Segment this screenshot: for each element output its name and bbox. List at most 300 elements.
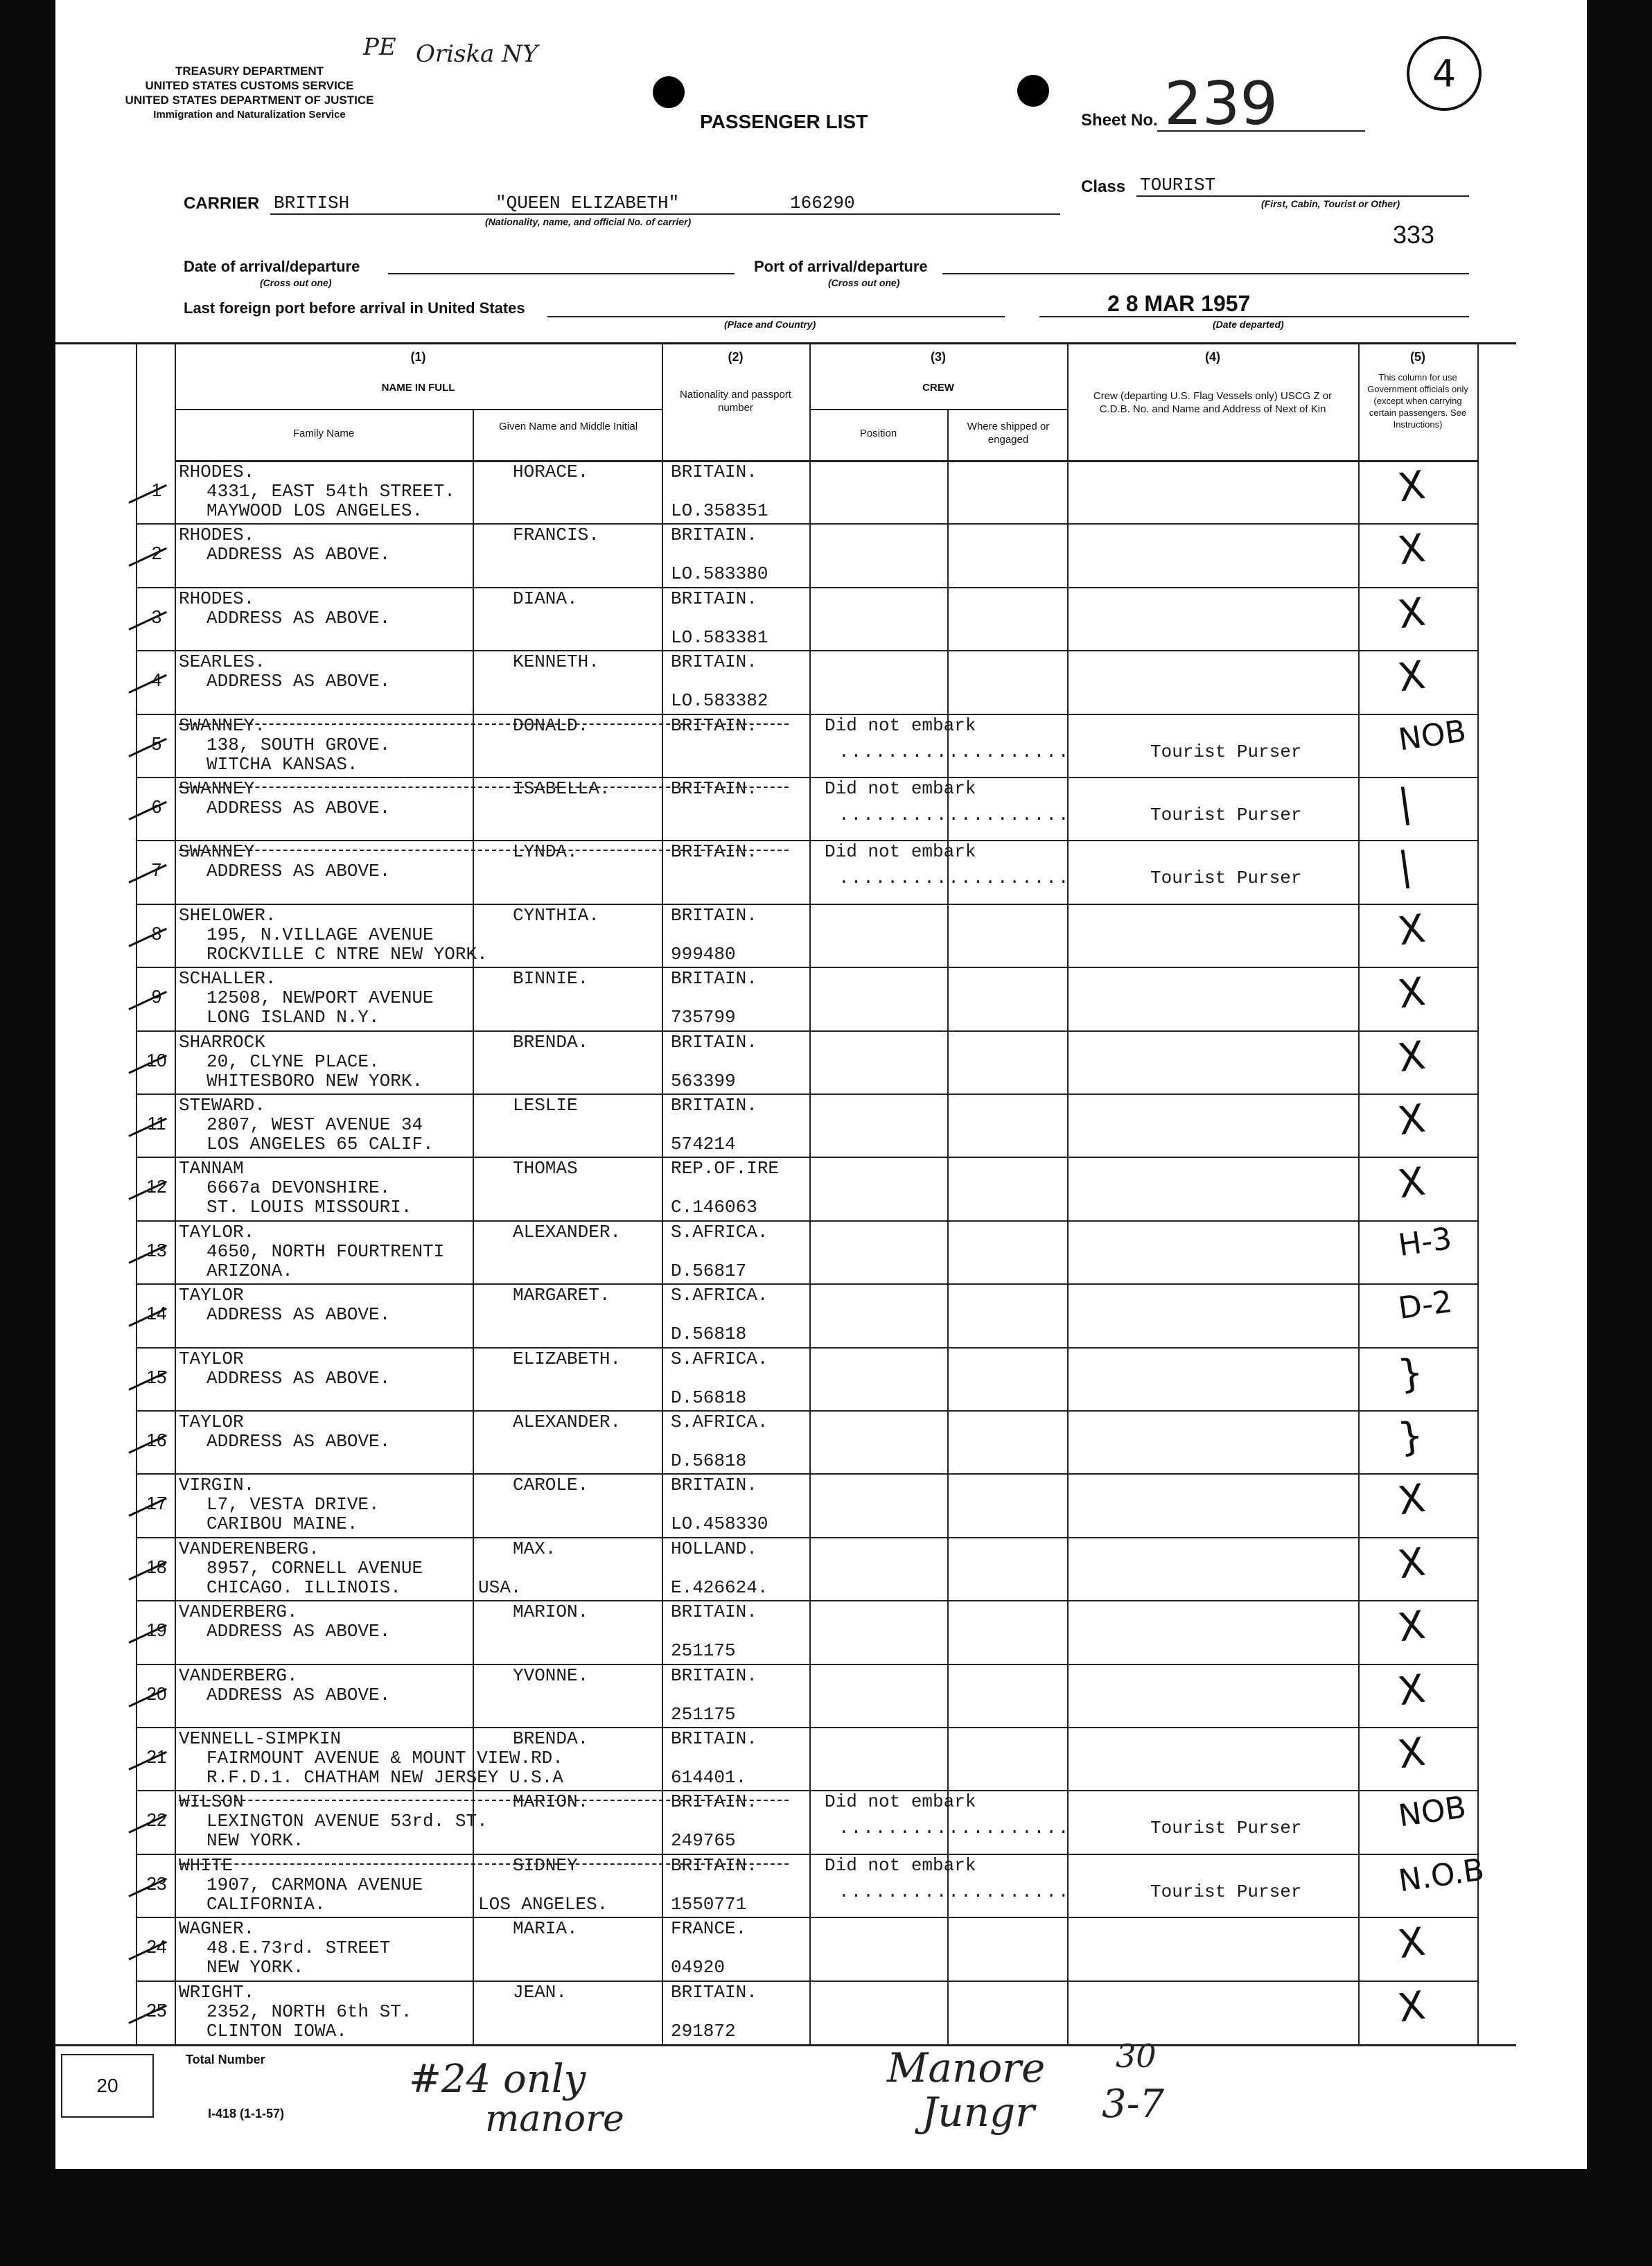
table-header-bottom [175, 460, 1477, 462]
last-port-underline [547, 316, 1005, 317]
address-line: 8957, CORNELL AVENUE [206, 1557, 423, 1579]
stamp-number: 333 [1393, 220, 1435, 249]
passport-number: C.146063 [671, 1197, 757, 1218]
given-name: CYNTHIA. [513, 904, 599, 926]
passport-number: LO.358351 [671, 500, 768, 521]
official-mark: NOB [1396, 713, 1468, 758]
col1-given: Given Name and Middle Initial [498, 421, 638, 432]
crew-role: Tourist Purser [1150, 868, 1302, 889]
nationality: BRITAIN. [671, 1031, 757, 1053]
sheet-label: Sheet No. [1081, 111, 1158, 130]
crew-role: Tourist Purser [1150, 1881, 1302, 1902]
strikethrough-line [179, 787, 789, 788]
nationality: BRITAIN. [671, 841, 757, 863]
given-name: ISABELLA. [513, 778, 610, 799]
passport-number: LO.583381 [671, 626, 768, 648]
table-line [1477, 342, 1479, 2044]
crew-role: Tourist Purser [1150, 805, 1302, 825]
row-separator [136, 1347, 1477, 1349]
address-line: ADDRESS AS ABOVE. [206, 544, 391, 565]
strikethrough-line [179, 850, 789, 851]
extra-text: LOS ANGELES. [478, 1893, 608, 1915]
row-separator [136, 1473, 1477, 1475]
official-mark: X [1395, 1476, 1428, 1525]
nationality: BRITAIN. [671, 904, 757, 926]
row-number: 2 [151, 543, 162, 564]
family-name: TANNAM [179, 1158, 244, 1179]
row-number: 3 [151, 606, 162, 627]
nationality: BRITAIN. [671, 651, 757, 673]
punch-hole-right [1017, 75, 1049, 107]
col3-where: Where shipped or engaged [967, 421, 1050, 446]
nationality: BRITAIN. [671, 968, 757, 990]
class-underline [1136, 195, 1469, 197]
handwritten-note: 3-7 [1102, 2082, 1165, 2127]
official-mark: } [1395, 1412, 1426, 1461]
address-line: LEXINGTON AVENUE 53rd. ST. [206, 1811, 488, 1832]
passport-number: 563399 [671, 1070, 736, 1091]
address-line: CHICAGO. ILLINOIS. [206, 1576, 401, 1598]
family-name: VANDERBERG. [179, 1665, 298, 1686]
agency-line: UNITED STATES DEPARTMENT OF JUSTICE [125, 94, 374, 107]
carrier-name: "QUEEN ELIZABETH" [495, 193, 680, 213]
carrier-nationality: BRITISH [274, 193, 350, 213]
passport-number: LO.583382 [671, 690, 768, 712]
official-mark: X [1395, 1602, 1428, 1651]
given-name: HORACE. [513, 462, 589, 482]
date-departed: 2 8 MAR 1957 [1107, 291, 1251, 316]
address-line: FAIRMOUNT AVENUE & MOUNT VIEW.RD. [206, 1748, 563, 1768]
given-name: YVONNE. [513, 1665, 589, 1686]
extra-text: USA. [478, 1576, 522, 1598]
official-mark: X [1395, 906, 1428, 955]
dotted-leader: ................... [838, 741, 1071, 762]
address-line: LONG ISLAND N.Y. [206, 1007, 380, 1028]
crew-role: Tourist Purser [1150, 741, 1302, 762]
carrier-label: CARRIER [184, 194, 260, 213]
nationality: BRITAIN. [671, 1475, 757, 1496]
col3-title: CREW [922, 382, 954, 394]
dotted-leader: ................... [838, 1818, 1071, 1839]
row-number: 12 [146, 1176, 167, 1197]
nationality: BRITAIN. [671, 1981, 757, 2003]
col3-number: (3) [931, 350, 946, 364]
nationality: S.AFRICA. [671, 1348, 768, 1369]
nationality: BRITAIN. [671, 462, 757, 482]
row-number: 20 [146, 1683, 167, 1704]
given-name: ALEXANDER. [513, 1221, 622, 1242]
official-mark: X [1395, 1729, 1428, 1778]
nationality: BRITAIN. [671, 1095, 757, 1116]
address-line: NEW YORK. [206, 1830, 304, 1852]
row-separator [136, 1537, 1477, 1538]
given-name: MARGARET. [513, 1285, 610, 1306]
col3-position: Position [859, 428, 897, 439]
dotted-leader: ................... [838, 868, 1071, 889]
dotted-leader: ................... [838, 805, 1071, 825]
total-number-box: 20 [61, 2054, 154, 2118]
passport-number: 249765 [671, 1830, 736, 1852]
carrier-number: 166290 [790, 193, 855, 213]
row-separator [136, 1410, 1477, 1412]
official-mark: X [1395, 1666, 1428, 1714]
address-line: NEW YORK. [206, 1957, 304, 1978]
row-number: 16 [146, 1430, 167, 1450]
given-name: CAROLE. [513, 1475, 589, 1496]
table-top-border [55, 342, 1516, 344]
nationality: S.AFRICA. [671, 1221, 768, 1242]
row-separator [136, 840, 1477, 841]
sheet-number: 239 [1164, 69, 1278, 139]
table-line [809, 342, 811, 2044]
table-line [809, 409, 1067, 410]
given-name: MAX. [513, 1538, 556, 1559]
crew-note: Did not embark [825, 714, 976, 736]
class-caption: (First, Cabin, Tourist or Other) [1261, 198, 1400, 209]
agency-line: UNITED STATES CUSTOMS SERVICE [145, 79, 354, 92]
row-separator [136, 777, 1477, 778]
address-line: 12508, NEWPORT AVENUE [206, 987, 434, 1009]
col5-title: This column for use Government officials only (except when carrying certain passengers. See Instructions) [1367, 372, 1468, 430]
crew-role: Tourist Purser [1150, 1818, 1302, 1839]
handwritten-location: Oriska NY [416, 40, 538, 68]
family-name: TAYLOR [179, 1348, 244, 1369]
nationality: BRITAIN. [671, 778, 757, 799]
family-name: SHARROCK [179, 1031, 265, 1053]
address-line: 6667a DEVONSHIRE. [206, 1177, 391, 1199]
row-number: 6 [151, 796, 162, 817]
row-separator [136, 650, 1477, 651]
given-name: THOMAS [513, 1158, 578, 1179]
official-mark: N.O.B [1396, 1852, 1486, 1899]
crew-note: Did not embark [825, 778, 976, 799]
row-number: 14 [146, 1303, 167, 1324]
address-line: 2807, WEST AVENUE 34 [206, 1114, 423, 1135]
col4-number: (4) [1205, 350, 1220, 364]
nationality: BRITAIN. [671, 1728, 757, 1749]
scan-edge-bottom [0, 2169, 1652, 2266]
crew-note: Did not embark [825, 841, 976, 863]
address-line: CARIBOU MAINE. [206, 1513, 358, 1535]
table-line [662, 342, 663, 2044]
row-number: 4 [151, 669, 162, 691]
col2-title: Nationality and passport number [680, 389, 791, 414]
row-separator [136, 1220, 1477, 1222]
family-name: TAYLOR [179, 1412, 244, 1432]
address-line: 1907, CARMONA AVENUE [206, 1874, 423, 1895]
address-line: LOS ANGELES 65 CALIF. [206, 1134, 434, 1154]
row-separator [136, 1917, 1477, 1918]
given-name: ALEXANDER. [513, 1412, 622, 1432]
family-name: VANDERBERG. [179, 1601, 298, 1623]
nationality: BRITAIN. [671, 714, 757, 736]
official-mark: NOB [1396, 1789, 1468, 1834]
address-line: WHITESBORO NEW YORK. [206, 1070, 423, 1091]
given-name: BRENDA. [513, 1728, 589, 1749]
address-line: ADDRESS AS ABOVE. [206, 861, 391, 882]
handwritten-initials: PE [363, 33, 396, 61]
official-mark: X [1395, 969, 1428, 1018]
date-caption: (Cross out one) [260, 277, 332, 288]
family-name: RHODES. [179, 525, 255, 546]
agency-header [83, 64, 416, 122]
address-line: 138, SOUTH GROVE. [206, 734, 391, 755]
family-name: VENNELL-SIMPKIN [179, 1728, 342, 1749]
col2-number: (2) [728, 350, 744, 364]
family-name: VANDERENBERG. [179, 1538, 319, 1559]
crew-note: Did not embark [825, 1791, 976, 1813]
family-name: WHITE [179, 1854, 234, 1876]
agency-line: Immigration and Naturalization Service [153, 109, 346, 121]
official-mark: X [1395, 652, 1428, 701]
row-number: 22 [146, 1809, 167, 1831]
row-separator [136, 523, 1477, 525]
passport-number: D.56818 [671, 1450, 747, 1471]
address-line: WITCHA KANSAS. [206, 753, 358, 775]
nationality: FRANCE. [671, 1918, 747, 1940]
address-line: ADDRESS AS ABOVE. [206, 1621, 391, 1642]
address-line: CLINTON IOWA. [206, 2020, 347, 2041]
passport-number: D.56818 [671, 1387, 747, 1408]
col4-title: Crew (departing U.S. Flag Vessels only) USCG Z or C.D.B. No. and Name and Address of Next of Kin [1093, 390, 1333, 415]
address-line: CALIFORNIA. [206, 1893, 326, 1915]
family-name: SWANNEY. [179, 714, 265, 736]
official-mark: | [1395, 780, 1415, 827]
col1-title: NAME IN FULL [381, 382, 455, 394]
row-number: 19 [146, 1619, 167, 1641]
address-line: ADDRESS AS ABOVE. [206, 671, 391, 692]
given-name: MARIA. [513, 1918, 578, 1940]
row-number: 25 [146, 1999, 167, 2021]
family-name: SHELOWER. [179, 904, 276, 926]
handwritten-note: #24 only [409, 2057, 586, 2102]
given-name: DONALD. [513, 714, 589, 736]
page-title: PASSENGER LIST [700, 111, 868, 132]
row-separator [136, 1854, 1477, 1855]
nationality: BRITAIN. [671, 1665, 757, 1686]
address-line: MAYWOOD LOS ANGELES. [206, 500, 423, 521]
given-name: KENNETH. [513, 651, 599, 673]
nationality: BRITAIN. [671, 1854, 757, 1876]
address-line: ADDRESS AS ABOVE. [206, 607, 391, 629]
circled-number: 4 [1407, 36, 1482, 111]
address-line: ADDRESS AS ABOVE. [206, 798, 391, 818]
given-name: FRANCIS. [513, 525, 599, 546]
official-mark: D-2 [1396, 1284, 1455, 1327]
row-number: 5 [151, 732, 162, 754]
official-mark: X [1395, 1096, 1428, 1145]
passport-number: 04920 [671, 1957, 726, 1978]
given-name: BINNIE. [513, 968, 589, 990]
port-underline [942, 273, 1469, 274]
given-name: JEAN. [513, 1981, 568, 2003]
class-label: Class [1081, 177, 1126, 196]
carrier-caption: (Nationality, name, and official No. of carrier) [485, 216, 692, 227]
passport-number: 614401. [671, 1767, 747, 1788]
row-separator [136, 587, 1477, 588]
row-separator [136, 1980, 1477, 1982]
row-number: 13 [146, 1239, 167, 1261]
table-line [473, 409, 474, 2044]
col1-number: (1) [410, 350, 426, 364]
passport-number: LO.458330 [671, 1513, 768, 1535]
row-separator [136, 1664, 1477, 1665]
handwritten-note: manore [485, 2098, 624, 2140]
address-line: 4331, EAST 54th STREET. [206, 481, 455, 502]
address-line: ST. LOUIS MISSOURI. [206, 1197, 412, 1218]
address-line: 48.E.73rd. STREET [206, 1938, 391, 1959]
row-separator [136, 967, 1477, 968]
row-separator [136, 714, 1477, 715]
address-line: ROCKVILLE C NTRE NEW YORK. [206, 943, 488, 965]
strikethrough-line [179, 1800, 789, 1801]
given-name: BRENDA. [513, 1031, 589, 1053]
address-line: 195, N.VILLAGE AVENUE [206, 924, 434, 945]
class-value: TOURIST [1140, 175, 1216, 195]
address-line: R.F.D.1. CHATHAM NEW JERSEY U.S.A [206, 1767, 563, 1788]
table-line [1358, 342, 1360, 2044]
row-number: 24 [146, 1936, 167, 1958]
official-mark: H-3 [1396, 1220, 1455, 1263]
passport-number: 574214 [671, 1134, 736, 1154]
address-line: 20, CLYNE PLACE. [206, 1051, 380, 1072]
handwritten-note: Jungr [922, 2089, 1035, 2136]
passport-number: 251175 [671, 1703, 736, 1725]
family-name: RHODES. [179, 462, 255, 482]
family-name: SEARLES. [179, 651, 265, 673]
address-line: 4650, NORTH FOURTRENTI [206, 1240, 445, 1262]
row-number: 21 [146, 1746, 167, 1767]
family-name: STEWARD. [179, 1095, 265, 1116]
passport-number: 291872 [671, 2020, 736, 2041]
official-mark: X [1395, 1159, 1428, 1208]
row-number: 7 [151, 859, 162, 881]
passport-number: 1550771 [671, 1893, 747, 1915]
row-separator [136, 904, 1477, 905]
official-mark: X [1395, 1983, 1428, 2031]
official-mark: X [1395, 1033, 1428, 1081]
nationality: S.AFRICA. [671, 1285, 768, 1306]
family-name: VIRGIN. [179, 1475, 255, 1496]
table-line [175, 409, 662, 410]
given-name: SIDNEY [513, 1854, 578, 1876]
row-number: 9 [151, 986, 162, 1008]
address-line: ARIZONA. [206, 1260, 293, 1281]
date-departed-underline [1039, 316, 1469, 317]
family-name: SWANNEY [179, 778, 255, 799]
row-separator [136, 1790, 1477, 1791]
address-line: ADDRESS AS ABOVE. [206, 1367, 391, 1389]
date-label: Date of arrival/departure [184, 258, 360, 275]
row-number: 11 [147, 1113, 166, 1134]
nationality: BRITAIN. [671, 1791, 757, 1813]
address-line: L7, VESTA DRIVE. [206, 1494, 380, 1516]
passport-number: D.56818 [671, 1324, 747, 1345]
handwritten-note: Manore [887, 2044, 1046, 2091]
family-name: TAYLOR [179, 1285, 244, 1306]
given-name: MARION. [513, 1601, 589, 1623]
passport-number: E.426624. [671, 1576, 768, 1598]
row-separator [136, 1094, 1477, 1095]
passport-number: 251175 [671, 1640, 736, 1662]
official-mark: X [1395, 462, 1428, 511]
crew-note: Did not embark [825, 1854, 976, 1876]
row-number: 18 [146, 1556, 167, 1577]
last-port-label: Last foreign port before arrival in United States [184, 299, 525, 317]
row-number: 17 [146, 1493, 167, 1514]
table-bottom-border [55, 2044, 1516, 2046]
official-mark: } [1395, 1349, 1426, 1398]
scan-edge-left [0, 0, 55, 2266]
row-separator [136, 1030, 1477, 1032]
given-name: LYNDA. [513, 841, 578, 863]
punch-hole-left [653, 76, 685, 108]
official-mark: X [1395, 1919, 1428, 1968]
passport-number: 735799 [671, 1007, 736, 1028]
row-number: 1 [151, 480, 162, 500]
row-number: 8 [151, 922, 162, 944]
port-label: Port of arrival/departure [754, 258, 928, 275]
carrier-underline [270, 213, 1060, 215]
given-name: MARION. [513, 1791, 589, 1813]
given-name: LESLIE [513, 1095, 578, 1116]
nationality: BRITAIN. [671, 1601, 757, 1623]
row-separator [136, 1283, 1477, 1285]
nationality: HOLLAND. [671, 1538, 757, 1559]
address-line: 2352, NORTH 6th ST. [206, 2001, 412, 2022]
family-name: WAGNER. [179, 1918, 255, 1940]
col5-number: (5) [1410, 350, 1425, 364]
address-line: ADDRESS AS ABOVE. [206, 1304, 391, 1326]
family-name: SWANNEY [179, 841, 255, 863]
scan-edge-right [1587, 0, 1652, 2266]
family-name: WILSON [179, 1791, 244, 1813]
official-mark: | [1395, 843, 1415, 890]
port-caption: (Cross out one) [828, 277, 900, 288]
family-name: WRIGHT. [179, 1981, 255, 2003]
given-name: ELIZABETH. [513, 1348, 622, 1369]
date-departed-caption: (Date departed) [1213, 319, 1284, 330]
handwritten-note: 30 [1116, 2037, 1157, 2075]
strikethrough-line [179, 723, 789, 725]
passport-number: LO.583380 [671, 563, 768, 585]
official-mark: X [1395, 589, 1428, 638]
family-name: TAYLOR. [179, 1221, 255, 1242]
strikethrough-line [179, 1863, 789, 1865]
nationality: BRITAIN. [671, 588, 757, 609]
address-line: ADDRESS AS ABOVE. [206, 1684, 391, 1705]
passport-number: D.56817 [671, 1260, 747, 1281]
dotted-leader: ................... [838, 1881, 1071, 1902]
address-line: ADDRESS AS ABOVE. [206, 1431, 391, 1452]
agency-line: TREASURY DEPARTMENT [175, 64, 324, 78]
nationality: BRITAIN. [671, 525, 757, 546]
row-number: 15 [146, 1366, 167, 1387]
nationality: S.AFRICA. [671, 1412, 768, 1432]
col1-family: Family Name [292, 428, 355, 439]
row-number: 23 [146, 1872, 167, 1894]
row-separator [136, 1157, 1477, 1158]
given-name: DIANA. [513, 588, 578, 609]
nationality: REP.OF.IRE [671, 1158, 780, 1179]
passport-number: 999480 [671, 943, 736, 965]
official-mark: X [1395, 1539, 1428, 1588]
official-mark: X [1395, 526, 1428, 574]
family-name: RHODES. [179, 588, 255, 609]
date-underline [388, 273, 735, 274]
table-line [1067, 342, 1069, 2044]
place-caption: (Place and Country) [724, 319, 816, 330]
